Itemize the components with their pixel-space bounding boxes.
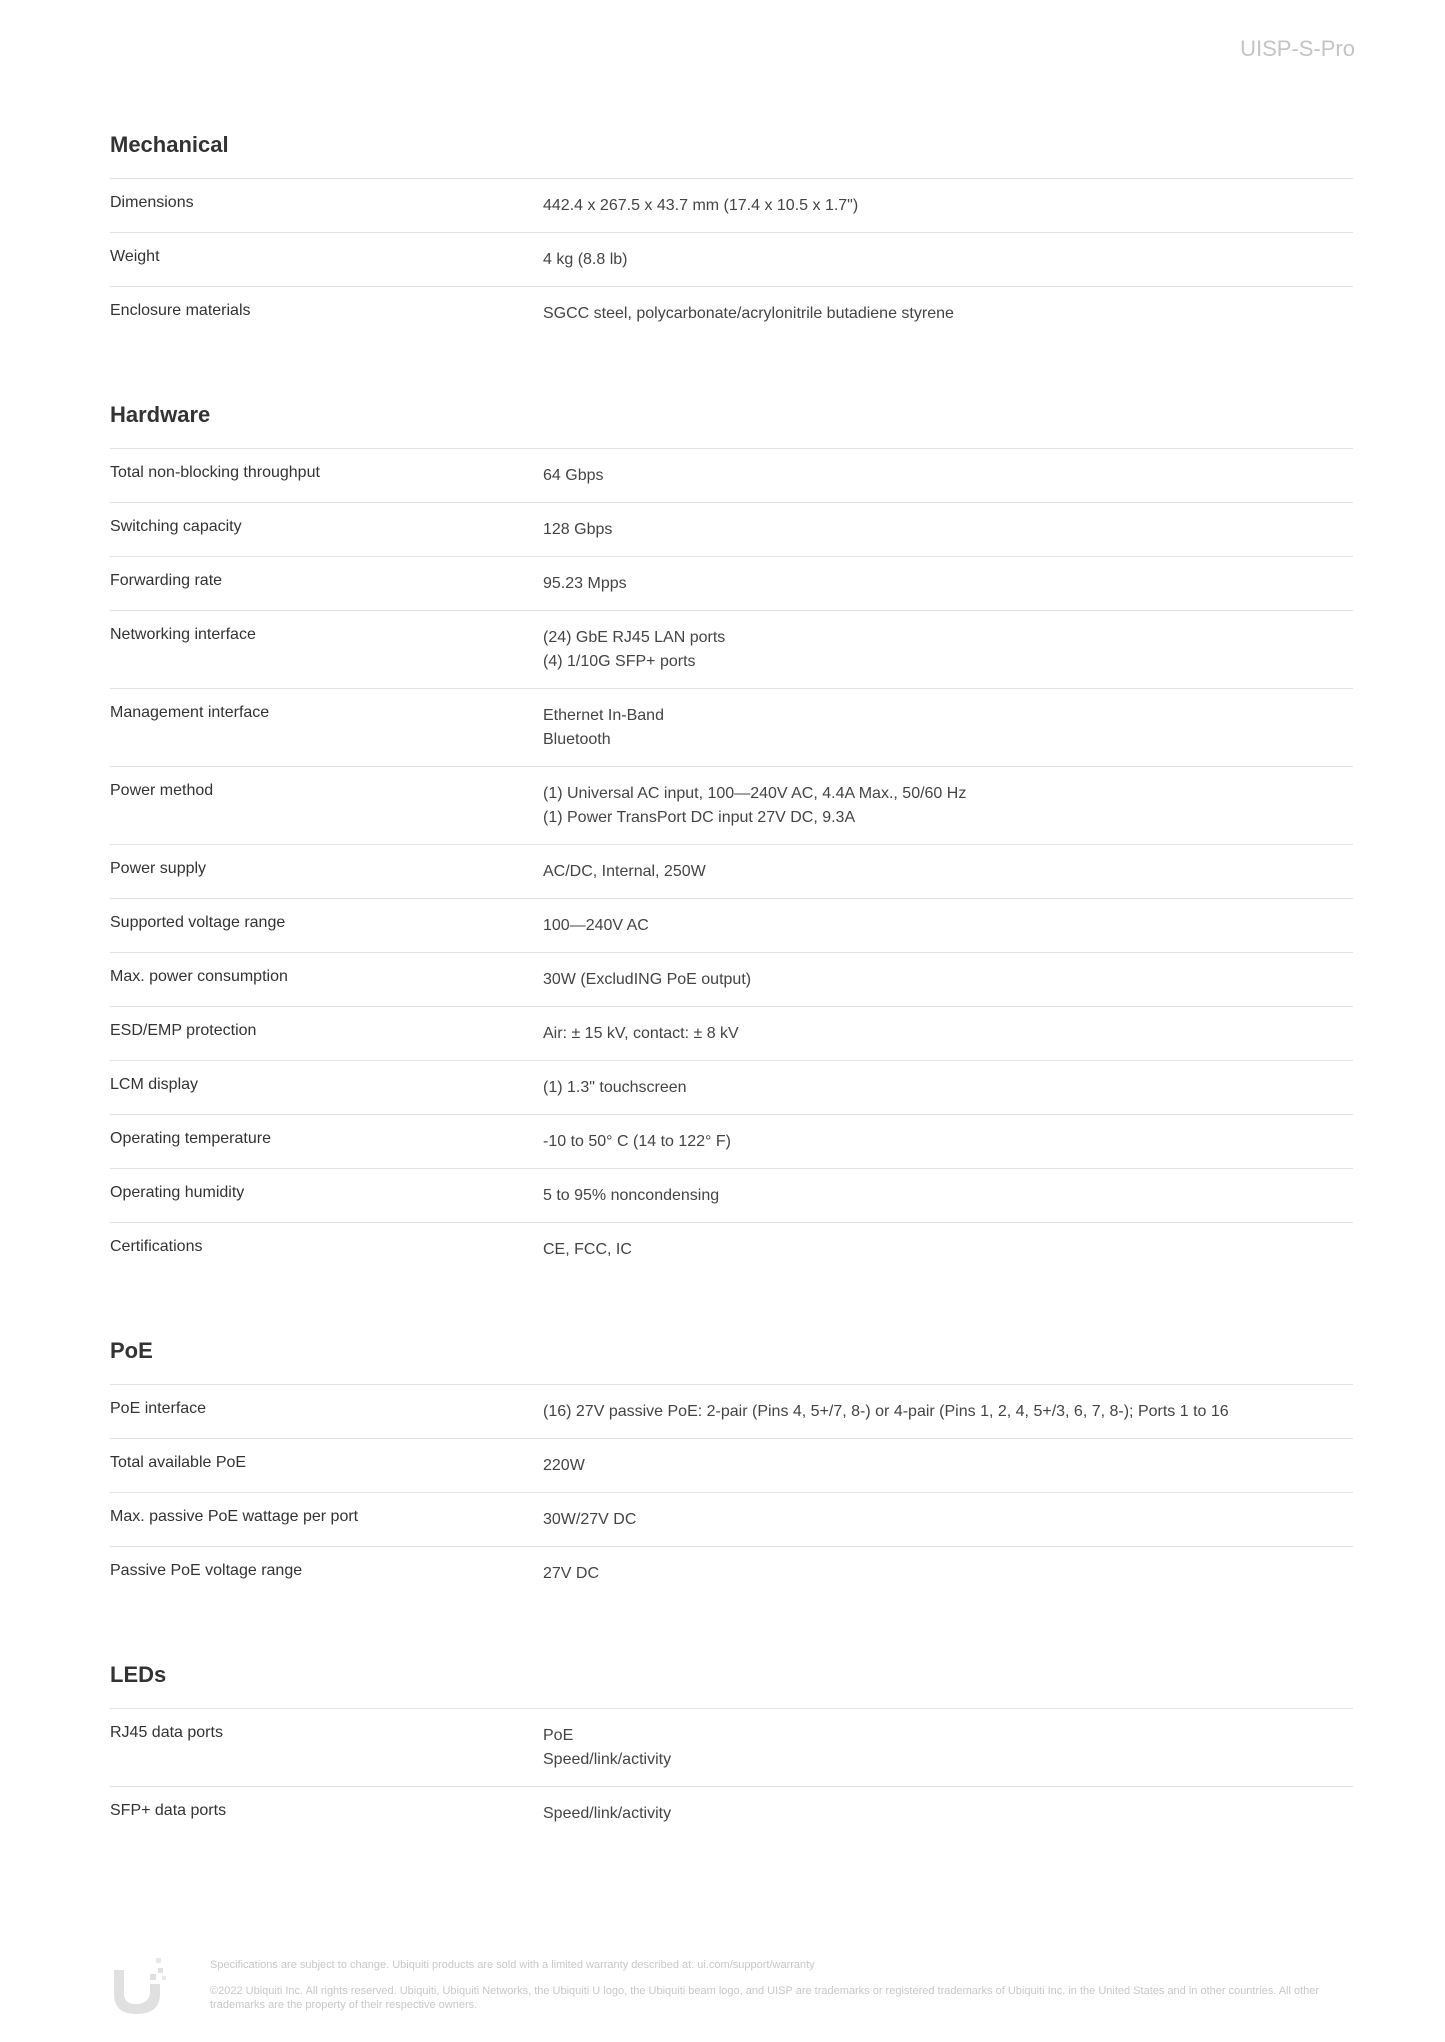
spec-value-line: (4) 1/10G SFP+ ports xyxy=(543,653,696,670)
section-hardware xyxy=(110,400,1353,1276)
spec-value-line: (1) Universal AC input, 100—240V AC, 4.4A Max., 50/60 Hz xyxy=(543,785,967,802)
section-title: Mechanical xyxy=(110,132,229,157)
spec-label: Switching capacity xyxy=(110,518,242,535)
spec-row xyxy=(110,1546,1353,1600)
spec-value xyxy=(543,1074,1353,1100)
spec-label: Weight xyxy=(110,248,160,265)
spec-row xyxy=(110,766,1353,844)
spec-label: Operating temperature xyxy=(110,1130,271,1147)
spec-value-line: 442.4 x 267.5 x 43.7 mm (17.4 x 10.5 x 1.7") xyxy=(543,197,859,214)
spec-label: ESD/EMP protection xyxy=(110,1022,257,1039)
spec-row xyxy=(110,898,1353,952)
spec-row xyxy=(110,1384,1353,1438)
spec-value xyxy=(543,1236,1353,1262)
spec-value xyxy=(543,1800,1353,1826)
spec-value-line: 95.23 Mpps xyxy=(543,575,627,592)
spec-value xyxy=(543,1020,1353,1046)
spec-row xyxy=(110,1114,1353,1168)
spec-label: Dimensions xyxy=(110,194,194,211)
spec-value-line: 27V DC xyxy=(543,1565,600,1582)
spec-row xyxy=(110,178,1353,232)
spec-value-line: SGCC steel, polycarbonate/acrylonitrile butadiene styrene xyxy=(543,305,954,322)
spec-row xyxy=(110,1786,1353,1840)
section-poe xyxy=(110,1336,1353,1600)
spec-label: Max. passive PoE wattage per port xyxy=(110,1508,359,1525)
spec-value-line: Bluetooth xyxy=(543,731,611,748)
spec-value-line: 30W/27V DC xyxy=(543,1511,637,1528)
spec-row xyxy=(110,502,1353,556)
spec-row xyxy=(110,1060,1353,1114)
spec-row xyxy=(110,1168,1353,1222)
spec-value xyxy=(543,570,1353,596)
spec-value xyxy=(543,1128,1353,1154)
spec-row xyxy=(110,556,1353,610)
spec-value-line: Speed/link/activity xyxy=(543,1751,672,1768)
footer-notice: Specifications are subject to change. Ubiquiti products are sold with a limited warranty described at: ui.com/support/warranty xyxy=(210,1959,815,1971)
spec-value xyxy=(543,1452,1353,1478)
spec-value xyxy=(543,780,1353,830)
spec-value xyxy=(543,192,1353,218)
spec-label: Enclosure materials xyxy=(110,302,251,319)
spec-value-line: -10 to 50° C (14 to 122° F) xyxy=(543,1133,731,1150)
spec-row xyxy=(110,1006,1353,1060)
section-title: Hardware xyxy=(110,402,211,427)
spec-label: RJ45 data ports xyxy=(110,1724,223,1741)
spec-value-line: Ethernet In-Band xyxy=(543,707,664,724)
spec-value xyxy=(543,912,1353,938)
spec-value-line: (24) GbE RJ45 LAN ports xyxy=(543,629,726,646)
spec-value xyxy=(543,1398,1353,1424)
spec-row xyxy=(110,610,1353,688)
spec-label: Forwarding rate xyxy=(110,572,223,589)
spec-value-line: 100—240V AC xyxy=(543,917,649,934)
spec-label: Management interface xyxy=(110,704,270,721)
footer xyxy=(110,1958,1353,2018)
spec-label: SFP+ data ports xyxy=(110,1802,227,1819)
spec-value-line: 220W xyxy=(543,1457,585,1474)
spec-value-line: CE, FCC, IC xyxy=(543,1241,632,1258)
product-model-title: UISP-S-Pro xyxy=(1240,36,1355,61)
spec-label: Total available PoE xyxy=(110,1454,247,1471)
spec-label: Networking interface xyxy=(110,626,256,643)
spec-row xyxy=(110,1438,1353,1492)
spec-row xyxy=(110,1492,1353,1546)
spec-value xyxy=(543,1560,1353,1586)
section-title: PoE xyxy=(110,1338,153,1363)
spec-value xyxy=(543,300,1353,326)
section-mechanical xyxy=(110,130,1353,340)
spec-label: LCM display xyxy=(110,1076,199,1093)
spec-value xyxy=(543,966,1353,992)
spec-value-line: PoE xyxy=(543,1727,574,1744)
spec-value xyxy=(543,624,1353,674)
spec-label: Passive PoE voltage range xyxy=(110,1562,303,1579)
spec-row xyxy=(110,1222,1353,1276)
spec-row xyxy=(110,1708,1353,1786)
spec-value-line: AC/DC, Internal, 250W xyxy=(543,863,706,880)
spec-value xyxy=(543,1506,1353,1532)
spec-row xyxy=(110,232,1353,286)
spec-value xyxy=(543,1182,1353,1208)
spec-label: Certifications xyxy=(110,1238,203,1255)
spec-value-line: 30W (ExcludING PoE output) xyxy=(543,971,752,988)
spec-row xyxy=(110,688,1353,766)
section-title: LEDs xyxy=(110,1662,167,1687)
spec-value-line: 4 kg (8.8 lb) xyxy=(543,251,628,268)
spec-sheet xyxy=(110,130,1353,1900)
spec-row xyxy=(110,844,1353,898)
spec-value-line: 128 Gbps xyxy=(543,521,613,538)
footer-copyright: ©2022 Ubiquiti Inc. All rights reserved. Ubiquiti, Ubiquiti Networks, the Ubiquiti U logo, the Ubiquiti beam logo, and UISP are trademarks or registered trademarks of Ubiquiti Inc. in the United States and in other countries. All other trademarks are the property of their respective owners. xyxy=(210,1985,1320,2011)
spec-value-line: (1) 1.3" touchscreen xyxy=(543,1079,687,1096)
spec-row xyxy=(110,448,1353,502)
spec-value-line: (1) Power TransPort DC input 27V DC, 9.3A xyxy=(543,809,856,826)
spec-value-line: Speed/link/activity xyxy=(543,1805,672,1822)
spec-value xyxy=(543,516,1353,542)
spec-value-line: 64 Gbps xyxy=(543,467,604,484)
spec-value-line: Air: ± 15 kV, contact: ± 8 kV xyxy=(543,1025,739,1042)
spec-row xyxy=(110,286,1353,340)
spec-value xyxy=(543,246,1353,272)
spec-value-line: 5 to 95% noncondensing xyxy=(543,1187,720,1204)
spec-label: Power supply xyxy=(110,860,207,877)
spec-value xyxy=(543,858,1353,884)
spec-value xyxy=(543,1722,1353,1772)
spec-value-line: (16) 27V passive PoE: 2-pair (Pins 4, 5+/7, 8-) or 4-pair (Pins 1, 2, 4, 5+/3, 6, 7, 8-); Ports 1 to 16 xyxy=(543,1403,1229,1420)
spec-label: Power method xyxy=(110,782,214,799)
spec-label: Total non-blocking throughput xyxy=(110,464,320,481)
spec-label: Max. power consumption xyxy=(110,968,288,985)
spec-value xyxy=(543,462,1353,488)
spec-label: PoE interface xyxy=(110,1400,207,1417)
spec-row xyxy=(110,952,1353,1006)
ubiquiti-u-logo-icon xyxy=(110,1958,166,2016)
section-leds xyxy=(110,1660,1353,1840)
spec-label: Supported voltage range xyxy=(110,914,286,931)
spec-value xyxy=(543,702,1353,752)
spec-label: Operating humidity xyxy=(110,1184,245,1201)
